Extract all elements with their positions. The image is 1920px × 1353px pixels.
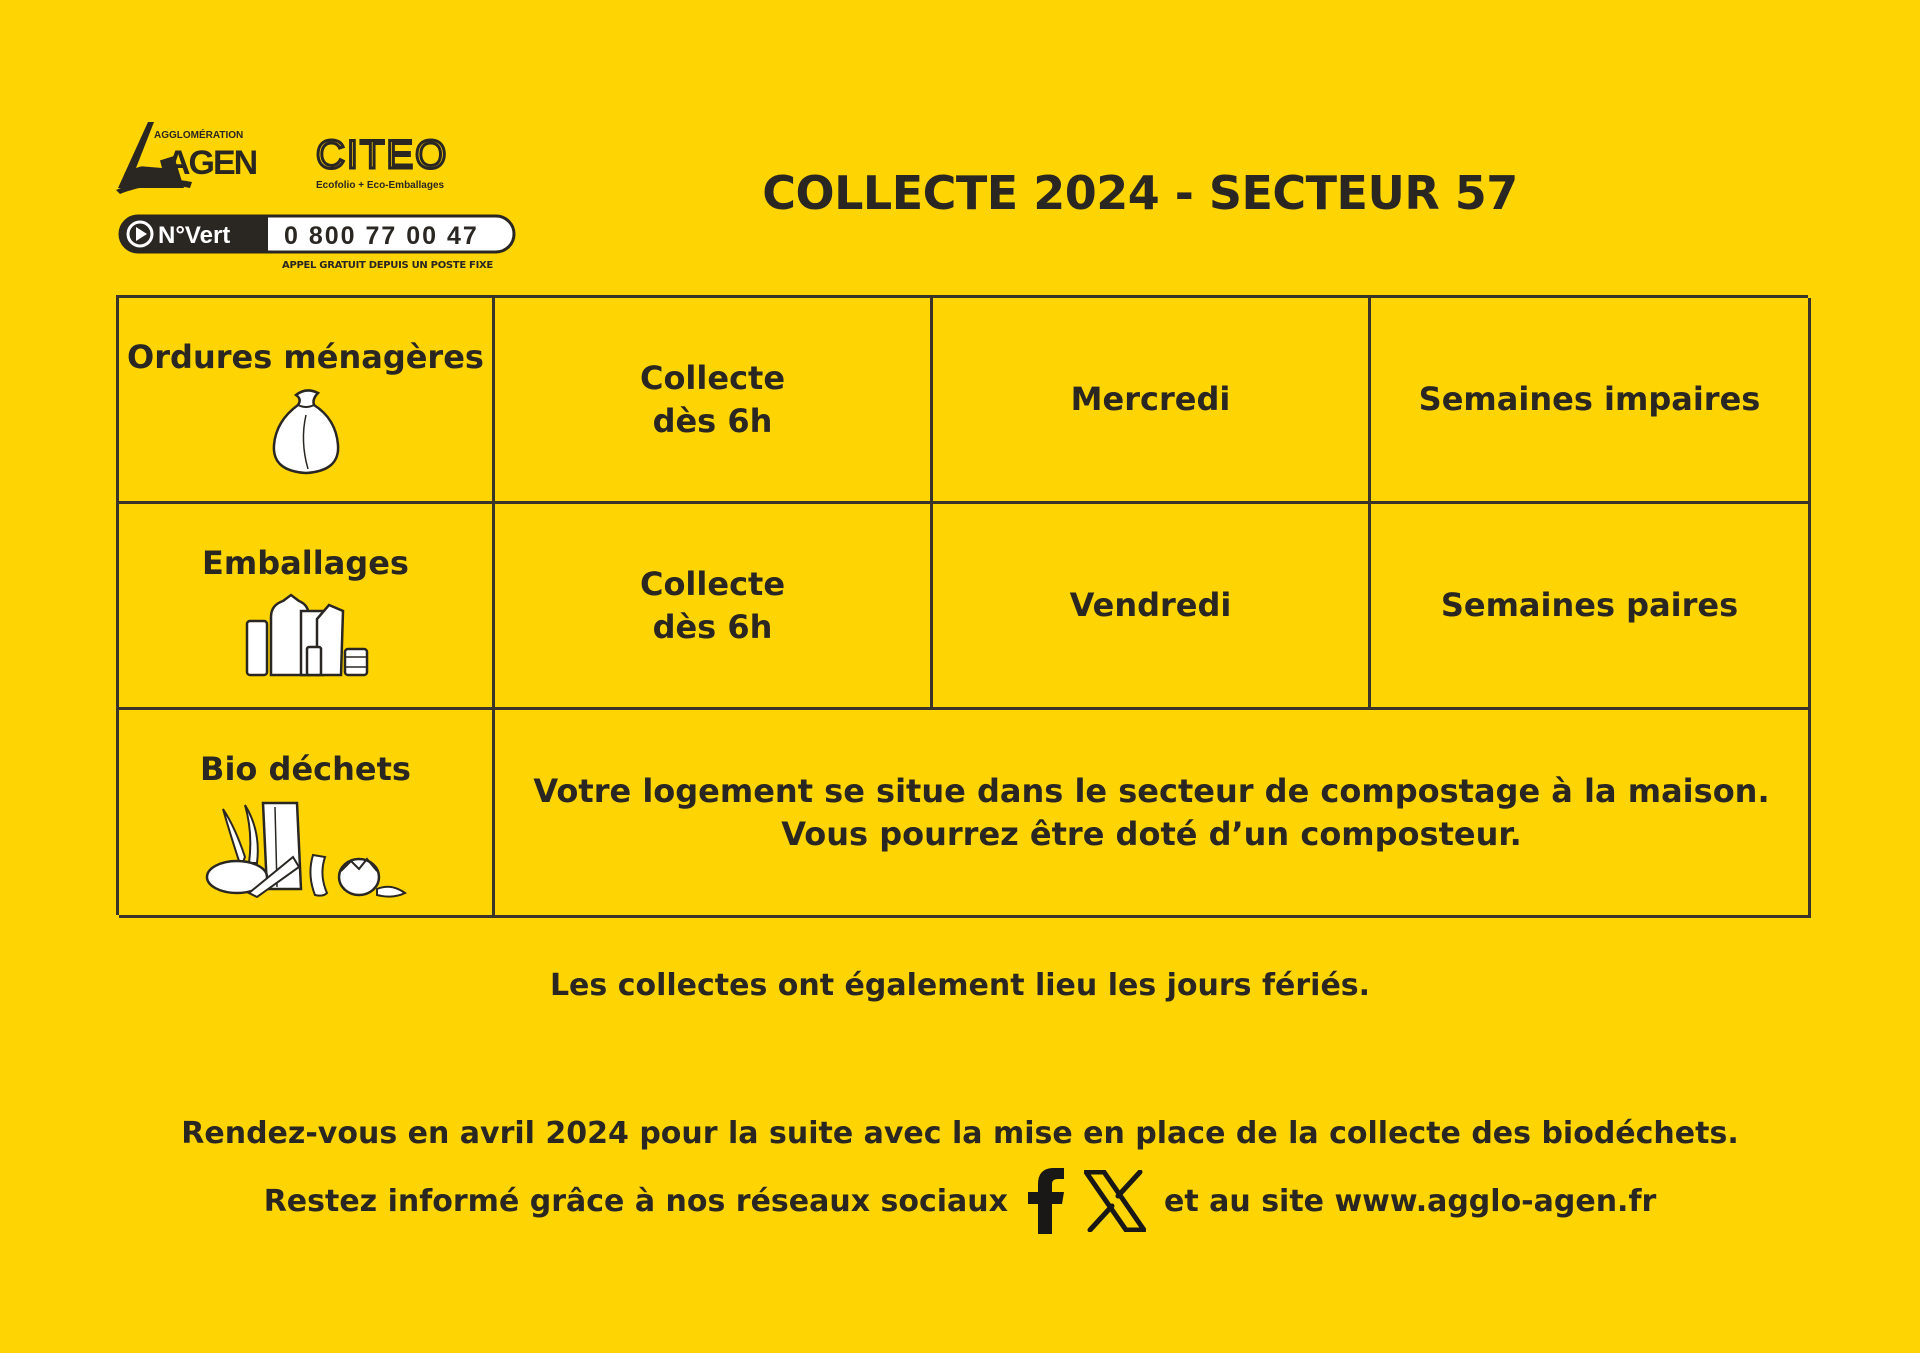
page-title: COLLECTE 2024 - SECTEUR 57 <box>762 166 1518 220</box>
message-line1: Votre logement se situe dans le secteur de compostage à la maison. <box>533 771 1770 810</box>
collect-day: Mercredi <box>933 298 1371 504</box>
collect-time <box>495 298 933 504</box>
collect-line2: dès 6h <box>652 401 773 440</box>
holidays-note: Les collectes ont également lieu les jours fériés. <box>549 968 1371 1003</box>
category-biodechets <box>119 710 495 918</box>
collect-day: Vendredi <box>933 504 1371 710</box>
numero-vert-badge <box>118 214 516 254</box>
category-emballages <box>119 504 495 710</box>
category-label: Emballages <box>202 544 409 582</box>
message-line2: Vous pourrez être doté d’un composteur. <box>781 814 1522 853</box>
collect-line1: Collecte <box>639 358 786 397</box>
biowaste-icon <box>201 797 411 901</box>
collect-time <box>495 504 933 710</box>
svg-text:CITEO: CITEO <box>316 133 449 177</box>
logos-block <box>114 110 524 280</box>
schedule-table <box>116 295 1808 915</box>
citeo-logo <box>314 126 474 196</box>
category-label: Bio déchets <box>200 750 411 788</box>
collect-line2: dès 6h <box>652 607 773 646</box>
x-twitter-icon[interactable] <box>1084 1170 1146 1232</box>
svg-text:N°Vert: N°Vert <box>158 222 231 249</box>
biodechets-message <box>495 710 1811 918</box>
numero-vert-note: APPEL GRATUIT DEPUIS UN POSTE FIXE <box>282 260 493 271</box>
collect-line1: Collecte <box>639 564 786 603</box>
svg-text:AGEN: AGEN <box>166 144 257 182</box>
collect-weeks: Semaines impaires <box>1371 298 1811 504</box>
packaging-icon <box>241 591 371 681</box>
social-prefix: Restez informé grâce à nos réseaux sociaux <box>263 1183 1009 1219</box>
social-line <box>0 1168 1920 1234</box>
svg-text:Ecofolio + Eco-Emballages: Ecofolio + Eco-Emballages <box>316 180 445 191</box>
april-note: Rendez-vous en avril 2024 pour la suite avec la mise en place de la collecte des biodéchets. <box>181 1116 1739 1151</box>
svg-text:AGGLOMÉRATION: AGGLOMÉRATION <box>154 130 244 141</box>
trash-bag-icon <box>266 385 346 477</box>
svg-text:0 800 77 00 47: 0 800 77 00 47 <box>284 222 479 250</box>
collect-weeks: Semaines paires <box>1371 504 1811 710</box>
facebook-icon[interactable] <box>1026 1168 1066 1234</box>
category-ordures <box>119 298 495 504</box>
category-label: Ordures ménagères <box>127 338 484 376</box>
agen-logo <box>114 116 274 196</box>
social-suffix[interactable]: et au site www.agglo-agen.fr <box>1164 1183 1657 1219</box>
